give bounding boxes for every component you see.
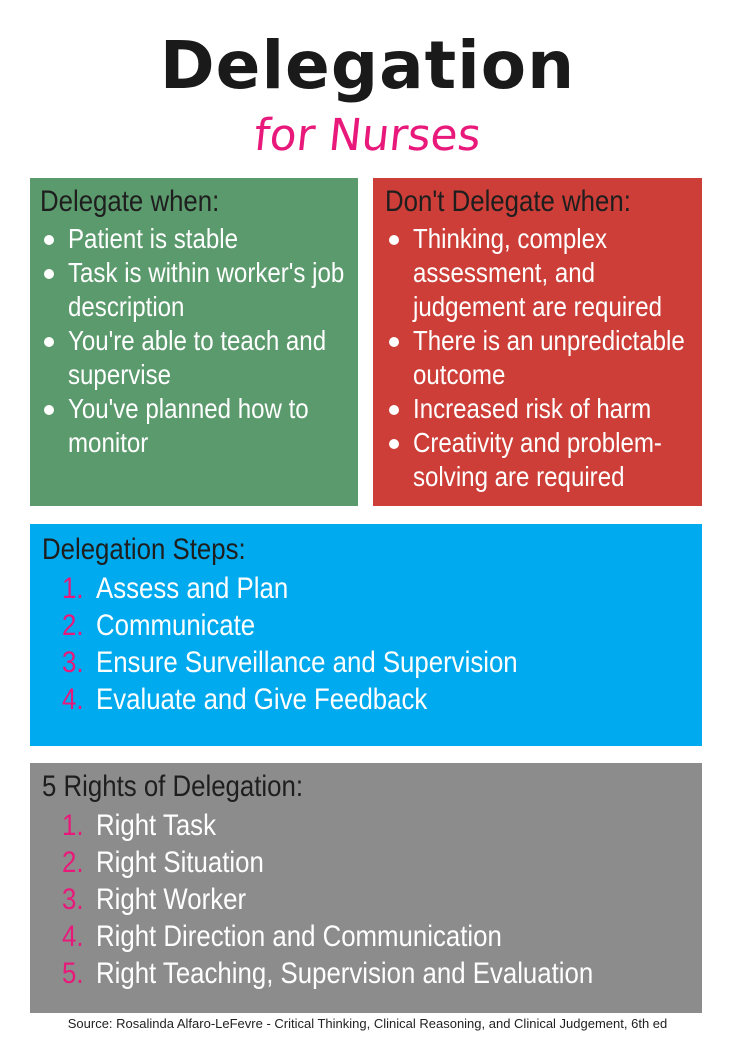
delegate-when-heading: Delegate when:	[40, 185, 220, 218]
bullet-icon	[389, 405, 399, 415]
list-item	[62, 681, 692, 718]
five-rights-list	[42, 807, 692, 992]
list-item: Thinking, complex assessment, and judgement are required	[385, 222, 694, 324]
step-number: 1.	[62, 572, 84, 605]
step-number: 2.	[62, 609, 84, 642]
step-label: Ensure Surveillance and Supervision	[96, 646, 518, 679]
bullet-icon	[44, 235, 54, 245]
list-item	[62, 570, 692, 607]
list-item	[62, 807, 692, 844]
bullet-icon	[44, 337, 54, 347]
list-item	[62, 644, 692, 681]
right-label: Right Teaching, Supervision and Evaluation	[96, 957, 594, 990]
step-label: Assess and Plan	[96, 572, 289, 605]
five-rights-box	[30, 763, 702, 1013]
delegation-steps-box	[30, 524, 702, 746]
right-label: Right Task	[96, 809, 216, 842]
list-item	[62, 844, 692, 881]
right-number: 1.	[62, 809, 84, 842]
right-number: 3.	[62, 883, 84, 916]
list-item: You've planned how to monitor	[40, 392, 350, 460]
list-item: You're able to teach and supervise	[40, 324, 350, 392]
right-label: Right Direction and Communication	[96, 920, 502, 953]
bullet-icon	[44, 405, 54, 415]
list-item: Creativity and problem-solving are required	[385, 426, 694, 494]
source-citation: Source: Rosalinda Alfaro-LeFevre - Critical Thinking, Clinical Reasoning, and Clinical Judgement, 6th ed	[67, 1016, 668, 1031]
list-item: There is an unpredictable outcome	[385, 324, 694, 392]
list-item: Task is within worker's job description	[40, 256, 350, 324]
list-item: Patient is stable	[40, 222, 350, 256]
step-number: 3.	[62, 646, 84, 679]
step-label: Communicate	[96, 609, 256, 642]
page-subtitle: for Nurses	[251, 110, 484, 161]
list-item	[62, 918, 692, 955]
page-title: Delegation	[159, 27, 576, 104]
five-rights-heading: 5 Rights of Delegation:	[42, 770, 304, 803]
right-label: Right Situation	[96, 846, 264, 879]
step-number: 4.	[62, 683, 84, 716]
step-label: Evaluate and Give Feedback	[96, 683, 428, 716]
list-item	[62, 955, 692, 992]
dont-delegate-when-box	[373, 178, 702, 506]
bullet-icon	[44, 269, 54, 279]
bullet-icon	[389, 337, 399, 347]
right-number: 4.	[62, 920, 84, 953]
right-number: 2.	[62, 846, 84, 879]
delegate-when-box	[30, 178, 358, 506]
list-item	[62, 607, 692, 644]
dont-delegate-when-heading: Don't Delegate when:	[385, 185, 631, 218]
dont-delegate-when-list	[385, 222, 694, 494]
right-number: 5.	[62, 957, 84, 990]
bullet-icon	[389, 235, 399, 245]
list-item	[62, 881, 692, 918]
right-label: Right Worker	[96, 883, 247, 916]
delegation-steps-list	[42, 570, 692, 718]
delegate-when-list	[40, 222, 350, 460]
bullet-icon	[389, 439, 399, 449]
list-item: Increased risk of harm	[385, 392, 694, 426]
delegation-steps-heading: Delegation Steps:	[42, 533, 246, 566]
